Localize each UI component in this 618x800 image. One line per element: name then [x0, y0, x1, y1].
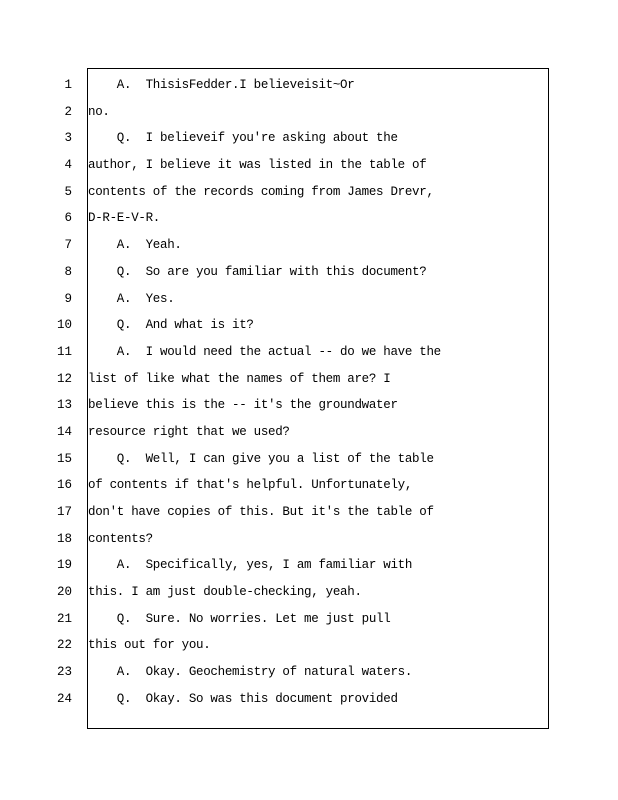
transcript-line — [0, 446, 618, 473]
line-number: 24 — [56, 691, 72, 706]
transcript-line — [0, 72, 618, 99]
line-text: Q. Well, I can give you a list of the table — [88, 451, 434, 466]
line-number: 11 — [56, 344, 72, 359]
line-text: contents of the records coming from James Drevr, — [88, 184, 434, 199]
line-number: 5 — [64, 184, 72, 199]
line-number: 10 — [56, 318, 72, 333]
line-text: this. I am just double-checking, yeah. — [88, 585, 362, 600]
transcript-line — [0, 125, 618, 152]
transcript-line — [0, 99, 618, 126]
line-number: 13 — [56, 398, 72, 413]
transcript-line — [0, 152, 618, 179]
transcript-line — [0, 366, 618, 393]
line-text: A. Specifically, yes, I am familiar with — [88, 558, 413, 573]
transcript-line — [0, 472, 618, 499]
line-text: A. Okay. Geochemistry of natural waters. — [88, 665, 413, 680]
line-text: Q. Sure. No worries. Let me just pull — [88, 611, 391, 626]
line-number: 21 — [56, 611, 72, 626]
line-text: A. I would need the actual -- do we have the — [88, 344, 441, 359]
transcript-line — [0, 579, 618, 606]
line-number: 1 — [64, 78, 72, 92]
line-text: Q. Okay. So was this document provided — [88, 691, 398, 706]
transcript-line — [0, 286, 618, 313]
line-number: 22 — [56, 638, 72, 653]
line-number: 16 — [56, 478, 72, 493]
transcript-line — [0, 526, 618, 553]
transcript-line — [0, 552, 618, 579]
line-text: author, I believe it was listed in the table of — [88, 158, 427, 173]
line-text: Q. And what is it? — [88, 318, 254, 333]
transcript-line — [0, 419, 618, 446]
line-number: 6 — [64, 211, 72, 226]
transcript-line — [0, 259, 618, 286]
line-number: 9 — [64, 291, 72, 306]
transcript-line — [0, 499, 618, 526]
line-text: A. Yeah. — [88, 238, 182, 253]
line-number: 12 — [56, 371, 72, 386]
transcript-line — [0, 339, 618, 366]
line-number: 3 — [64, 131, 72, 146]
line-text: Q. So are you familiar with this document? — [88, 264, 427, 279]
line-number: 18 — [56, 531, 72, 546]
line-text: don't have copies of this. But it's the table of — [88, 505, 434, 519]
line-text: A. ThisisFedder.I believeisit~Or — [88, 78, 355, 92]
line-text: this out for you. — [88, 638, 211, 653]
transcript-line — [0, 632, 618, 659]
transcript-line — [0, 606, 618, 633]
line-number: 4 — [64, 158, 72, 173]
transcript-line — [0, 232, 618, 259]
transcript-line — [0, 659, 618, 686]
transcript-line — [0, 179, 618, 206]
line-number: 7 — [64, 238, 72, 253]
line-number: 15 — [56, 451, 72, 466]
line-number: 19 — [56, 558, 72, 573]
line-text: D-R-E-V-R. — [88, 211, 161, 226]
line-number: 2 — [64, 104, 72, 119]
line-number: 17 — [56, 505, 72, 519]
transcript-line — [0, 392, 618, 419]
line-text: contents? — [88, 531, 153, 546]
line-text: Q. I believeif you're asking about the — [88, 131, 398, 146]
transcript-line — [0, 312, 618, 339]
line-number: 23 — [56, 665, 72, 680]
line-number: 20 — [56, 585, 72, 600]
line-text: resource right that we used? — [88, 424, 290, 439]
line-text: no. — [88, 104, 110, 119]
transcript-line — [0, 686, 618, 713]
line-number: 8 — [64, 264, 72, 279]
transcript-line — [0, 205, 618, 232]
line-text: A. Yes. — [88, 291, 175, 306]
line-number: 14 — [56, 424, 72, 439]
line-text: of contents if that's helpful. Unfortunately, — [88, 478, 413, 493]
line-text: list of like what the names of them are? I — [88, 371, 391, 386]
line-text: believe this is the -- it's the groundwater — [88, 398, 398, 413]
transcript-body — [0, 72, 618, 713]
